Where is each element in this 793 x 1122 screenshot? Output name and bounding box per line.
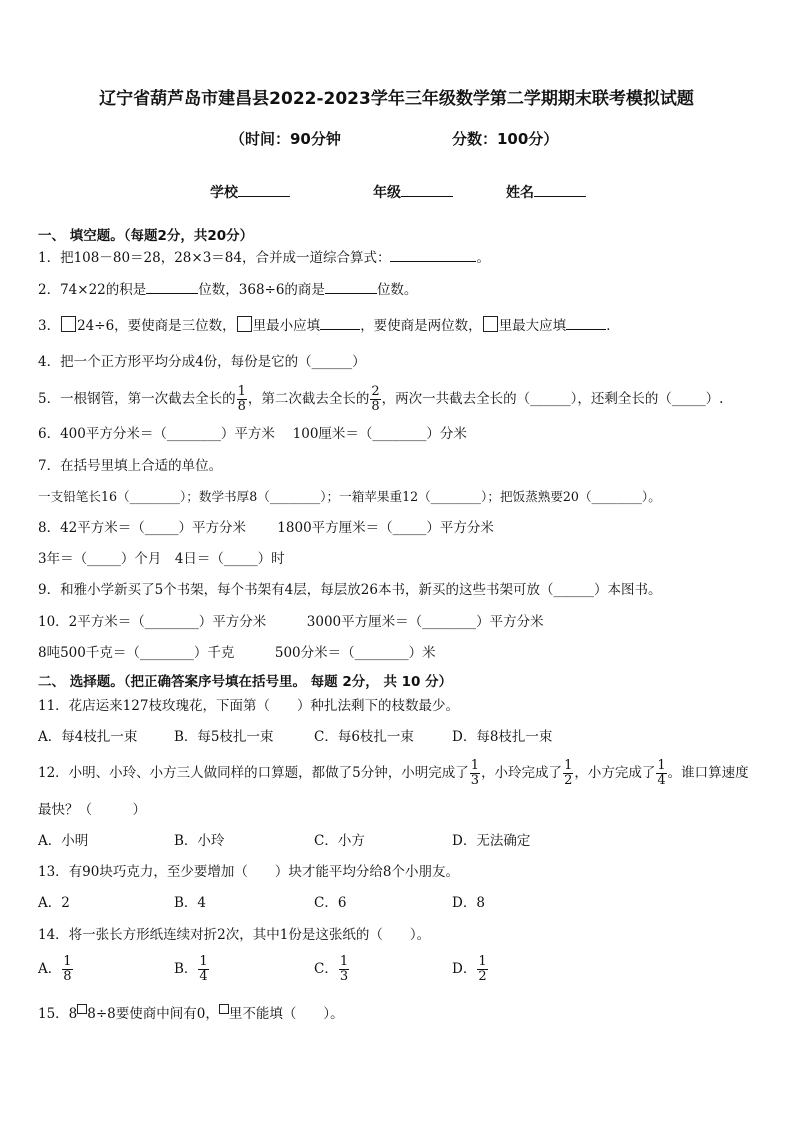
option-b[interactable]: B．小玲 — [174, 833, 225, 849]
q1-text: 1．把108－80＝28，28×3＝84，合并成一道综合算式： — [38, 250, 391, 266]
square-box-icon — [483, 316, 498, 332]
question-7-line: 一支铅笔长16（________）；数学书厚8（________）；一箱苹果重12（________）；把饭蒸熟要20（________）。 — [38, 489, 661, 504]
question-12-line: 最快？（ ） — [38, 802, 146, 818]
grade-field — [373, 182, 453, 202]
fraction-denominator: 8 — [237, 399, 246, 414]
q3-text-e: 里最大应填 — [498, 318, 567, 334]
name-field — [506, 182, 586, 202]
option-d[interactable]: D．每8枝扎一束 — [452, 729, 553, 745]
school-label: 学校 — [210, 185, 238, 201]
q1-blank[interactable] — [390, 249, 476, 262]
fraction-numerator: 1 — [657, 758, 666, 773]
q3-text-b: 24÷6，要使商是三位数， — [77, 318, 236, 334]
question-15 — [38, 1004, 344, 1023]
question-4: 4．把一个正方形平均分成4份，每份是它的（______） — [38, 354, 366, 370]
option-c[interactable]: C．6 — [314, 895, 347, 911]
name-label: 姓名 — [506, 185, 534, 201]
option-a[interactable]: A．每4枝扎一束 — [38, 729, 138, 745]
q2-text-c: 位数。 — [376, 282, 418, 298]
q3-text-d: ，要使商是两位数， — [360, 318, 482, 334]
option-d[interactable]: D．无法确定 — [452, 833, 531, 849]
q15-text-c: 里不能填（ ）。 — [228, 1006, 344, 1022]
q3-text-c: 里最小应填 — [252, 318, 321, 334]
q12-text-d: 。谁口算速度 — [667, 765, 749, 781]
question-13: 13．有90块巧克力，至少要增加（ ）块才能平均分给8个小朋友。 — [38, 864, 459, 880]
option-d[interactable] — [452, 952, 489, 986]
square-box-icon — [237, 316, 252, 332]
square-box-icon — [77, 1004, 87, 1014]
fraction-denominator: 4 — [657, 773, 666, 788]
exam-score: 分数：100分） — [452, 130, 559, 148]
q5-text-b: ，第二次截去全长的 — [247, 391, 370, 407]
section1-heading: 一、 填空题。（每题2分，共20分） — [38, 228, 254, 244]
q15-text-b: 8÷8要使商中间有0， — [87, 1006, 219, 1022]
fraction-numerator: 1 — [478, 954, 487, 969]
fraction-numerator: 1 — [564, 758, 573, 773]
page-title: 辽宁省葫芦岛市建昌县2022-2023学年三年级数学第二学期期末联考模拟试题 — [99, 89, 694, 109]
q2-blank-2[interactable] — [325, 281, 377, 294]
grade-label: 年级 — [373, 185, 401, 201]
fraction-numerator: 1 — [339, 954, 349, 969]
fraction-denominator: 2 — [564, 773, 573, 788]
question-1 — [38, 249, 490, 267]
q12-text-a: 12．小明、小玲、小方三人做同样的口算题，都做了5分钟，小明完成了 — [38, 765, 469, 781]
question-12 — [38, 756, 749, 790]
q3-text-a: 3． — [38, 318, 61, 334]
q12-text-b: ，小玲完成了 — [481, 765, 563, 781]
fraction — [656, 759, 666, 788]
fraction-denominator: 3 — [339, 969, 349, 984]
q2-text-a: 2．74×22的积是 — [38, 282, 147, 298]
fraction — [198, 955, 208, 984]
fraction — [370, 385, 380, 414]
question-6: 6．400平方分米＝（________）平方米 100厘米＝（________）分米 — [38, 426, 467, 442]
fraction-denominator: 2 — [478, 969, 487, 984]
fraction-numerator: 1 — [199, 954, 208, 969]
option-b[interactable]: B．4 — [174, 895, 207, 911]
q15-text-a: 15．8 — [38, 1006, 78, 1022]
question-3 — [38, 316, 620, 335]
square-box-icon — [61, 316, 76, 332]
fraction-numerator: 1 — [237, 384, 246, 399]
option-label: D． — [452, 961, 477, 977]
fraction-numerator: 1 — [470, 758, 480, 773]
fraction-numerator: 2 — [371, 384, 380, 399]
option-label: C． — [314, 961, 338, 977]
q1-end: 。 — [476, 250, 490, 266]
question-8: 8．42平方米＝（_____）平方分米 1800平方厘米＝（_____）平方分米 — [38, 520, 494, 536]
exam-time: （时间：90分钟 — [230, 130, 341, 148]
q3-blank-2[interactable] — [566, 317, 606, 330]
square-box-icon — [219, 1004, 229, 1014]
fraction — [477, 955, 487, 984]
q12-text-c: ，小方完成了 — [574, 765, 656, 781]
fraction-numerator: 1 — [63, 954, 72, 969]
question-14: 14．将一张长方形纸连续对折2次，其中1份是这张纸的（ ）。 — [38, 927, 431, 943]
question-7: 7．在括号里填上合适的单位。 — [38, 458, 223, 474]
option-c[interactable]: C．每6枝扎一束 — [314, 729, 414, 745]
fraction — [237, 385, 247, 414]
option-a[interactable]: A．小明 — [38, 833, 89, 849]
option-d[interactable]: D．8 — [452, 895, 485, 911]
name-blank[interactable] — [534, 184, 586, 197]
question-5 — [38, 382, 723, 416]
question-2 — [38, 281, 417, 299]
school-blank[interactable] — [238, 184, 290, 197]
question-9: 9．和雅小学新买了5个书架，每个书架有4层，每层放26本书，新买的这些书架可放（______）本图书。 — [38, 582, 662, 598]
option-c[interactable]: C．小方 — [314, 833, 365, 849]
grade-blank[interactable] — [401, 184, 453, 197]
option-c[interactable] — [314, 952, 350, 986]
option-b[interactable]: B．每5枝扎一束 — [174, 729, 274, 745]
question-8-line: 3年＝（_____）个月 4日＝（_____）时 — [38, 551, 285, 567]
option-label: A． — [38, 961, 62, 977]
fraction-denominator: 8 — [371, 399, 380, 414]
fraction-denominator: 4 — [199, 969, 208, 984]
school-field — [210, 182, 290, 202]
q3-text-f: ． — [606, 318, 620, 334]
fraction-denominator: 8 — [63, 969, 72, 984]
question-10: 10．2平方米＝（________）平方分米 3000平方厘米＝（________）平方分米 — [38, 614, 544, 630]
fraction — [470, 759, 480, 788]
q2-blank-1[interactable] — [146, 281, 198, 294]
q5-text-c: ，两次一共截去全长的（______），还剩全长的（_____）. — [381, 391, 724, 407]
option-a[interactable]: A．2 — [38, 895, 70, 911]
q5-text-a: 5．一根钢管，第一次截去全长的 — [38, 391, 236, 407]
option-label: B． — [174, 961, 198, 977]
q3-blank-1[interactable] — [320, 317, 360, 330]
section2-heading: 二、 选择题。（把正确答案序号填在括号里。 每题 2分， 共 10 分） — [38, 674, 453, 690]
fraction — [563, 759, 573, 788]
question-10-line: 8吨500千克＝（________）千克 500分米＝（________）米 — [38, 645, 436, 661]
fraction — [62, 955, 72, 984]
question-11: 11．花店运来127枝玫瑰花，下面第（ ）种扎法剩下的枝数最少。 — [38, 698, 459, 714]
fraction-denominator: 3 — [470, 773, 480, 788]
q2-text-b: 位数，368÷6的商是 — [198, 282, 325, 298]
option-a[interactable] — [38, 952, 74, 986]
option-b[interactable] — [174, 952, 210, 986]
fraction — [339, 955, 349, 984]
